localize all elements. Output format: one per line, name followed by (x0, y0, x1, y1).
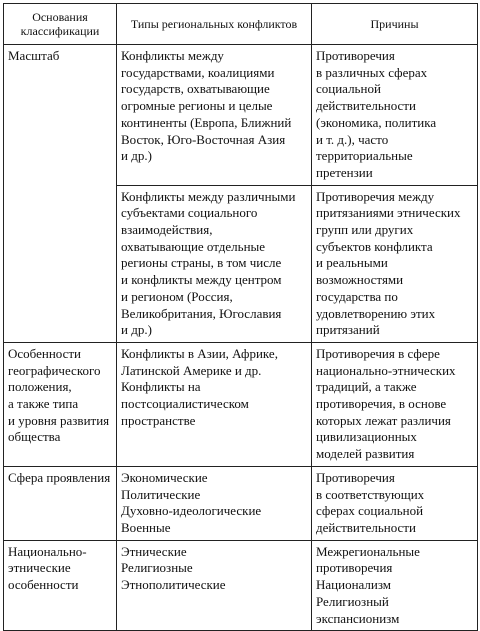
basis-cell: Особенности географического положения, а также типа и уровня развития общества (4, 342, 117, 466)
basis-cell: Сфера проявления (4, 466, 117, 540)
types-cell: Конфликты в Азии, Африке, Латинской Америке и др. Конфликты на постсоциалистическом пространстве (117, 342, 312, 466)
causes-cell: Противоречия в сфере национально-этнических традиций, а также противоречия, в основе которых лежат различия цивилизационных моделей развития (312, 342, 478, 466)
header-row (4, 4, 478, 45)
types-cell: Этнические Религиозные Этнополитические (117, 540, 312, 631)
causes-cell: Межрегиональные противоречия Национализм Религиозный экспансионизм (312, 540, 478, 631)
table-row-sphere (4, 466, 478, 540)
header-causes: Причины (312, 4, 478, 45)
table-row-scale-1 (4, 45, 478, 186)
causes-cell: Противоречия в соответствующих сферах социальной действительности (312, 466, 478, 540)
table-row-geography (4, 342, 478, 466)
basis-cell: Масштаб (4, 45, 117, 343)
table-row-ethnic (4, 540, 478, 631)
types-cell: Конфликты между различными субъектами социального взаимодействия, охватывающие отдельные регионы страны, в том числе и конфликты между центром и регионом (Россия, Великобритания, Югославия и др.) (117, 185, 312, 342)
causes-cell: Противоречия в различных сферах социальной действительности (экономика, политика и т. д.), часто территориальные претензии (312, 45, 478, 186)
header-types: Типы региональных конфликтов (117, 4, 312, 45)
types-cell: Экономические Политические Духовно-идеологические Военные (117, 466, 312, 540)
header-basis: Основания классификации (4, 4, 117, 45)
types-cell: Конфликты между государствами, коалициями государств, охватывающие огромные регионы и целые континенты (Европа, Ближний Восток, Юго-Восточная Азия и др.) (117, 45, 312, 186)
classification-table (3, 3, 478, 631)
basis-cell: Национально- этнические особенности (4, 540, 117, 631)
causes-cell: Противоречия между притязаниями этнических групп или других субъектов конфликта и реальными возможностями государства по удовлетворению этих притязаний (312, 185, 478, 342)
